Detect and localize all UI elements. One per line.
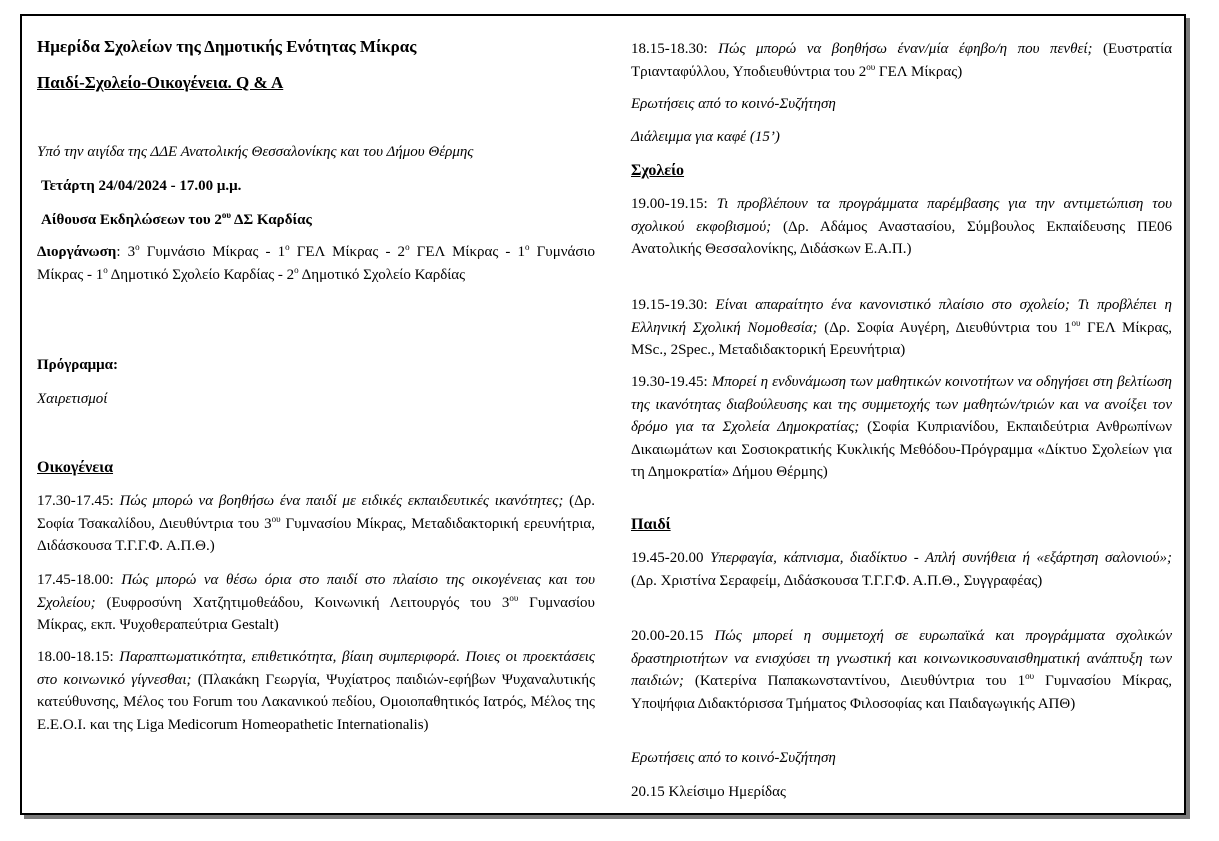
session-time: 18.15-18.30: bbox=[631, 41, 719, 57]
org-sup: ο bbox=[103, 264, 108, 275]
organizers bbox=[37, 241, 595, 286]
venue-text: Αίθουσα Εκδηλώσεων του 2 bbox=[41, 212, 222, 228]
ordinal-sup: ου bbox=[271, 513, 281, 524]
auspices-line: Υπό την αιγίδα της ΔΔΕ Ανατολικής Θεσσαλονίκης και του Δήμου Θέρμης bbox=[37, 144, 474, 160]
org-text: Δημοτικό Σχολείο Καρδίας - 2 bbox=[107, 266, 295, 283]
session-speaker: (Δρ. Σοφία Τσακαλίδου, Διευθύντρια του 3 bbox=[37, 493, 595, 532]
session-item bbox=[631, 371, 1172, 484]
family-heading: Οικογένεια bbox=[37, 459, 114, 476]
session-item bbox=[631, 625, 1172, 715]
session-time: 17.45-18.00: bbox=[37, 572, 122, 588]
qa-discussion: Ερωτήσεις από το κοινό-Συζήτηση bbox=[631, 96, 836, 112]
ordinal-sup: ου bbox=[1071, 317, 1081, 328]
session-speaker-end: Γυμνασίου Μίκρας, εκπ. Ψυχοθεραπεύτρια Gestalt) bbox=[37, 594, 595, 633]
program-label: Πρόγραμμα: bbox=[37, 357, 118, 373]
child-heading: Παιδί bbox=[631, 516, 671, 533]
session-speaker: (Πλακάκη Γεωργία, Ψυχίατρος παιδιών-εφήβων Ψυχαναλυτικής κατεύθυνσης, Μέλος του Forum του Λακανικού πεδίου, Ομοιοπαθητικός Ιατρός, Μέλος της Ε.Ε.Ο.Ι. και της Liga Medicorum Homeopathetic Internationalis) bbox=[37, 671, 596, 733]
session-speaker: (Ευστρατία Τριανταφύλλου, Υποδιευθύντρια του 2 bbox=[631, 41, 1172, 80]
event-title: Ημερίδα Σχολείων της Δημοτικής Ενότητας Μίκρας bbox=[37, 37, 417, 56]
session-item bbox=[37, 646, 595, 736]
org-sup: ο bbox=[294, 264, 299, 275]
session-time: 19.45-20.00 bbox=[631, 550, 711, 566]
org-sup: ο bbox=[525, 242, 530, 252]
session-time: 19.30-19.45: bbox=[631, 374, 712, 390]
session-speaker: (Ευφροσύνη Χατζητιμοθεάδου, Κοινωνική Λειτουργός του 3 bbox=[95, 594, 510, 611]
ordinal-sup: ου bbox=[509, 592, 519, 603]
coffee-break: Διάλειμμα για καφέ (15’) bbox=[631, 129, 780, 145]
venue-sup: ου bbox=[221, 210, 232, 220]
org-text: Δημοτικό Σχολείο Καρδίας bbox=[298, 266, 466, 283]
session-title: Παραπτωματικότητα, επιθετικότητα, βίαιη συμπεριφορά. Ποιες οι προεκτάσεις στο κοινωνικό γίγνεσθαι; bbox=[37, 649, 595, 688]
session-time: 18.00-18.15: bbox=[37, 649, 120, 665]
session-title: Πώς μπορώ να βοηθήσω ένα παιδί με ειδικές εκπαιδευτικές ικανότητες; bbox=[119, 493, 564, 509]
ordinal-sup: ου bbox=[866, 61, 876, 72]
session-item bbox=[37, 490, 595, 558]
org-text: Γυμνάσιο Μίκρας - 1 bbox=[139, 244, 286, 260]
session-speaker-end: Γυμνασίου Μίκρας, Υποψήφια Διδακτόρισσα Τμήματος Φιλοσοφίας και Παιδαγωγικής ΑΠΘ) bbox=[631, 673, 1173, 712]
session-item bbox=[631, 38, 1172, 83]
session-title: Πώς μπορώ να βοηθήσω έναν/μία έφηβο/η που πενθεί; bbox=[718, 41, 1093, 57]
session-title: Πώς μπορεί η συμμετοχή σε ευρωπαϊκά και προγράμματα σχολικών δραστηριοτήτων να ενισχύσει τη γνωστική και κοινωνικοσυναισθηματική ανάπτυξη των παιδιών; bbox=[631, 628, 1172, 689]
closing-line: 20.15 Κλείσιμο Ημερίδας bbox=[631, 784, 786, 800]
session-speaker: (Δρ. Χριστίνα Σεραφείμ, Διδάσκουσα Τ.Γ.Γ.Φ. Α.Π.Θ., Συγγραφέας) bbox=[631, 572, 1043, 589]
session-speaker: (Δρ. Σοφία Αυγέρη, Διευθύντρια του 1 bbox=[817, 319, 1072, 336]
org-sup: ο bbox=[285, 242, 290, 252]
org-sup: ο bbox=[135, 242, 140, 252]
greetings: Χαιρετισμοί bbox=[37, 391, 108, 407]
session-title: Υπερφαγία, κάπνισμα, διαδίκτυο - Απλή συνήθεια ή «εξάρτηση σαλονιού»; bbox=[710, 550, 1172, 566]
event-venue bbox=[41, 209, 312, 232]
session-title: Τι προβλέπουν τα προγράμματα παρέμβασης για την αντιμετώπιση του σχολικού εκφοβισμού; bbox=[631, 196, 1172, 235]
session-item bbox=[631, 547, 1172, 592]
session-speaker: (Σοφία Κυπριανίδου, Εκπαιδεύτρια Ανθρωπίνων Δικαιωμάτων και Σοσιοκρατικής Κυκλικής Μεθόδου-Πρόγραμμα «Δίκτυο Σχολείων για τη Δημοκρατία» Δήμου Θέρμης) bbox=[631, 419, 1172, 480]
org-text: ΓΕΛ Μίκρας - 1 bbox=[409, 244, 525, 260]
session-item bbox=[37, 569, 595, 637]
session-item bbox=[631, 193, 1172, 261]
school-heading: Σχολείο bbox=[631, 162, 685, 179]
session-time: 19.15-19.30: bbox=[631, 297, 716, 313]
session-speaker-end: ΓΕΛ Μίκρας) bbox=[875, 63, 963, 80]
venue-text-end: ΔΣ Καρδίας bbox=[231, 212, 312, 228]
session-time: 20.00-20.15 bbox=[631, 628, 715, 644]
session-title: Είναι απαραίτητο ένα κανονιστικό πλαίσιο στο σχολείο; Τι προβλέπει η Ελληνική Σχολική Νομοθεσία; bbox=[631, 297, 1172, 336]
session-title: Μπορεί η ενδυνάμωση των μαθητικών κοινοτήτων να οδηγήσει στη βελτίωση της ικανότητας διαβούλευσης και της συμμετοχής των μαθητών/τριών και να ανοίξει τον δρόμο για τα Σχολεία Δημοκρατίας; bbox=[631, 374, 1172, 435]
org-sup: ο bbox=[405, 242, 410, 252]
session-speaker: (Κατερίνα Παπακωνσταντίνου, Διευθύντρια του 1 bbox=[683, 673, 1026, 689]
session-speaker-end: ΓΕΛ Μίκρας, MSc., 2Spec., Μεταδιδακτορική Ερευνήτρια) bbox=[631, 319, 1172, 358]
org-text: ΓΕΛ Μίκρας - 2 bbox=[289, 244, 406, 260]
session-time: 19.00-19.15: bbox=[631, 196, 717, 212]
org-text: : 3 bbox=[116, 244, 136, 260]
event-subtitle: Παιδί-Σχολείο-Οικογένεια. Q & A bbox=[37, 73, 284, 92]
session-item bbox=[631, 294, 1172, 362]
ordinal-sup: ου bbox=[1025, 671, 1035, 681]
session-speaker-end: Γυμνασίου Μίκρας, Μεταδιδακτορική ερευνήτρια, Διδάσκουσα Τ.Γ.Γ.Φ. Α.Π.Θ.) bbox=[37, 515, 596, 554]
qa-discussion: Ερωτήσεις από το κοινό-Συζήτηση bbox=[631, 750, 836, 766]
document-page bbox=[20, 14, 1186, 815]
session-speaker: (Δρ. Αδάμος Αναστασίου, Σύμβουλος Εκπαίδευσης ΠΕ06 Ανατολικής Θεσσαλονίκης, Διδάσκων Ε.Α.Π.) bbox=[631, 218, 1172, 257]
org-text: Γυμνάσιο Μίκρας - 1 bbox=[37, 244, 596, 283]
session-time: 17.30-17.45: bbox=[37, 493, 120, 509]
organizers-label: Διοργάνωση bbox=[37, 244, 117, 260]
session-title: Πώς μπορώ να θέσω όρια στο παιδί στο πλαίσιο της οικογένειας και του Σχολείου; bbox=[37, 572, 595, 611]
event-date: Τετάρτη 24/04/2024 - 17.00 μ.μ. bbox=[41, 178, 242, 194]
